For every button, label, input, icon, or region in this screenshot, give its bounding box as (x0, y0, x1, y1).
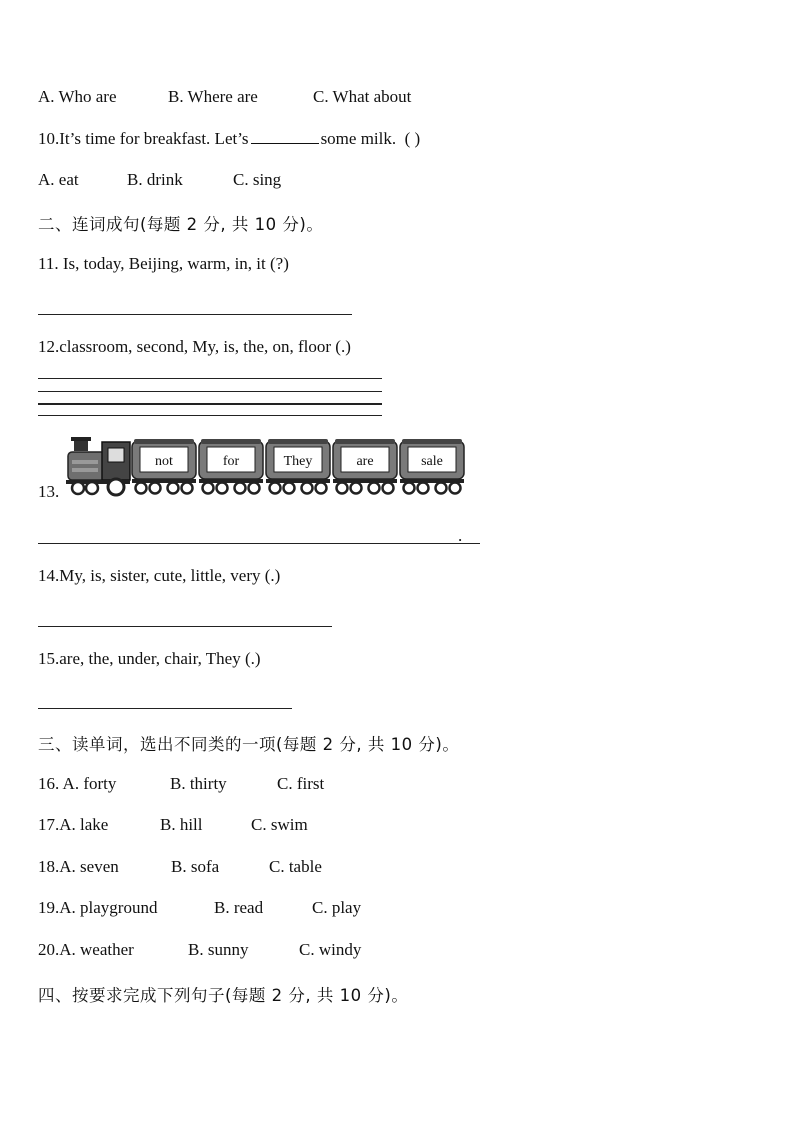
q13-answer-line[interactable] (38, 543, 480, 544)
locomotive (66, 437, 130, 495)
q19-option-a: 19.A. playground (38, 898, 158, 917)
question-14: 14.My, is, sister, cute, little, very (.) (38, 566, 281, 585)
train-car (132, 439, 196, 494)
q10-text-after: some milk. (320, 129, 397, 148)
q9-option-a: A. Who are (38, 87, 117, 106)
train-wheel (270, 483, 281, 494)
q10-option-c: C. sing (233, 170, 282, 189)
question-15: 15.are, the, under, chair, They (.) (38, 649, 261, 668)
q20-option-a: 20.A. weather (38, 940, 134, 959)
q9-option-c: C. What about (313, 87, 412, 106)
q17-option-a: 17.A. lake (38, 815, 109, 834)
train-wheel (418, 483, 429, 494)
q16-option-a: 16. A. forty (38, 774, 117, 793)
q19-option-c: C. play (312, 898, 362, 917)
q16-option-b: B. thirty (170, 774, 227, 793)
q10-blank[interactable] (251, 129, 319, 144)
train-wheel (136, 483, 147, 494)
q10-option-b: B. drink (127, 170, 183, 189)
train-wheel (217, 483, 228, 494)
train-car (266, 439, 330, 494)
q18-option-b: B. sofa (171, 857, 220, 876)
q13-period: . (458, 526, 463, 545)
q10-option-a: A. eat (38, 170, 79, 189)
q13-number: 13. (38, 482, 60, 501)
q15-answer-line[interactable] (38, 708, 292, 709)
q17-option-b: B. hill (160, 815, 203, 834)
train-wheel (337, 483, 348, 494)
section-4-title: 四、按要求完成下列句子(每题 2 分, 共 10 分)。 (38, 986, 409, 1005)
section-3-title: 三、读单词，选出不同类的一项(每题 2 分, 共 10 分)。 (38, 735, 460, 754)
train-wheel (235, 483, 246, 494)
train-wheel (436, 483, 447, 494)
train-car (333, 439, 397, 494)
train-wheel (450, 483, 461, 494)
train-wheel (351, 483, 362, 494)
train-wheel (168, 483, 179, 494)
train-wheel (383, 483, 394, 494)
q18-option-c: C. table (269, 857, 322, 876)
q12-writing-line-2[interactable] (38, 391, 382, 392)
q16-option-c: C. first (277, 774, 325, 793)
section-2-title: 二、连词成句(每题 2 分, 共 10 分)。 (38, 215, 324, 234)
q20-option-b: B. sunny (188, 940, 249, 959)
train-wheel (150, 483, 161, 494)
q18-option-a: 18.A. seven (38, 857, 119, 876)
question-12: 12.classroom, second, My, is, the, on, floor (.) (38, 337, 351, 356)
train-car-word: not (155, 454, 173, 469)
q10-answer-paren: ( ) (404, 129, 421, 148)
train-illustration (66, 436, 468, 498)
train-wheel (302, 483, 313, 494)
train-wheel (182, 483, 193, 494)
question-11: 11. Is, today, Beijing, warm, in, it (?) (38, 254, 289, 273)
q10-text-before: 10.It’s time for breakfast. Let’s (38, 129, 249, 148)
train-car-word: for (222, 454, 240, 469)
train-car-word: sale (421, 454, 443, 469)
q19-option-b: B. read (214, 898, 264, 917)
train-car-word: are (356, 454, 374, 469)
train-car (400, 439, 464, 494)
q12-writing-line-4[interactable] (38, 415, 382, 416)
q12-writing-line-3[interactable] (38, 403, 382, 405)
train-wheel (203, 483, 214, 494)
q14-answer-line[interactable] (38, 626, 332, 627)
q11-answer-line[interactable] (38, 314, 352, 315)
train-wheel (316, 483, 327, 494)
q20-option-c: C. windy (299, 940, 362, 959)
q12-writing-line-1[interactable] (38, 378, 382, 379)
train-wheel (284, 483, 295, 494)
train-wheel (249, 483, 260, 494)
train-wheel (369, 483, 380, 494)
q17-option-c: C. swim (251, 815, 308, 834)
train-wheel (404, 483, 415, 494)
train-car (199, 439, 263, 494)
train-car-word: They (283, 454, 313, 469)
question-10 (38, 129, 420, 149)
q9-option-b: B. Where are (168, 87, 258, 106)
